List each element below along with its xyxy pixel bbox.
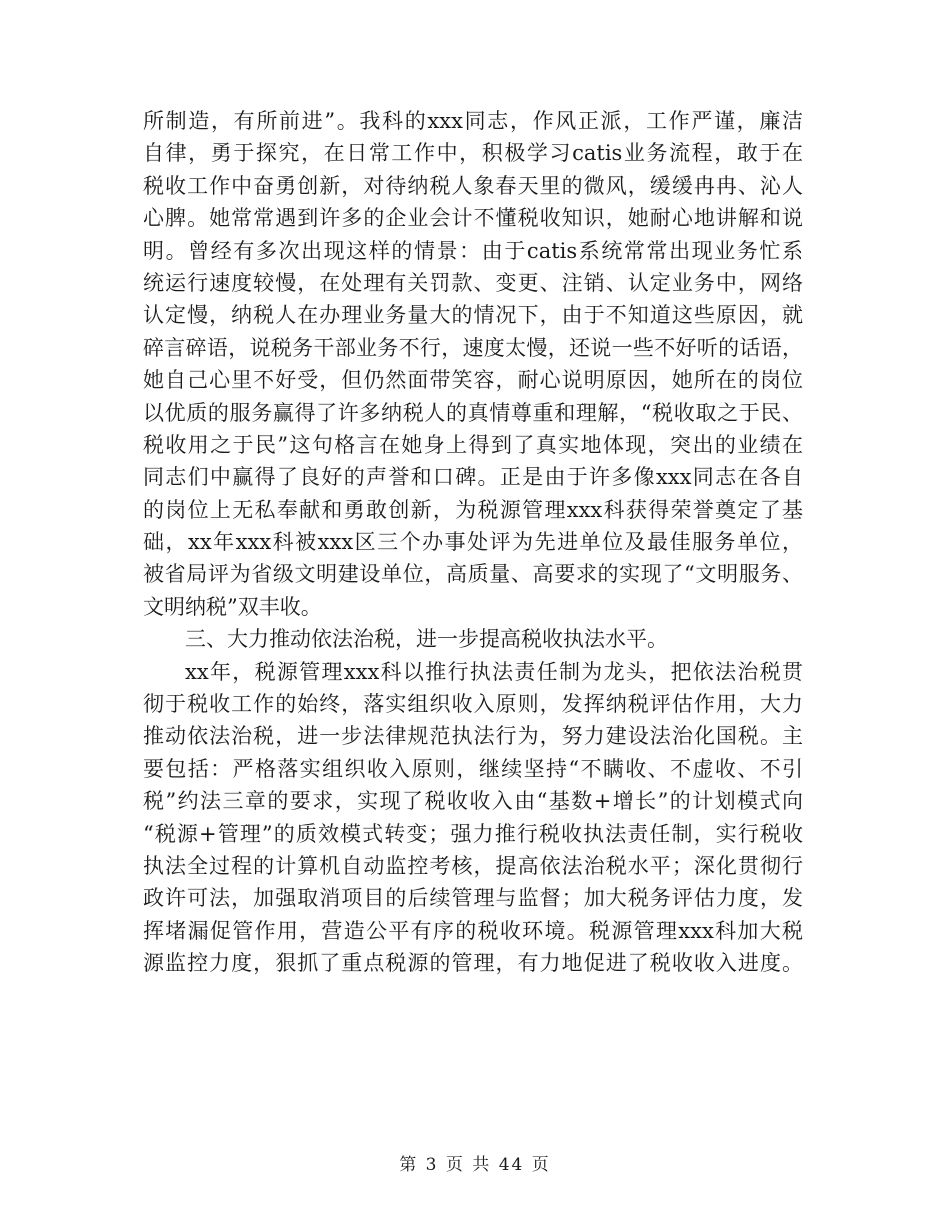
text-line: 认定慢，纳税人在办理业务量大的情况下，由于不知道这些原因，就	[143, 303, 803, 328]
text-line: 础，xx年xxx科被xxx区三个办事处评为先进单位及最佳服务单位，	[143, 530, 803, 555]
text-line: 执法全过程的计算机自动监控考核，提高依法治税水平；深化贯彻行	[143, 853, 803, 878]
text-line: 挥堵漏促管作用，营造公平有序的税收环境。税源管理xxx科加大税	[143, 918, 803, 943]
text-line: 推动依法治税，进一步法律规范执法行为，努力建设法治化国税。主	[143, 724, 803, 749]
text-line: 统运行速度较慢，在处理有关罚款、变更、注销、认定业务中，网络	[143, 270, 803, 295]
text-line: 三、大力推动依法治税，进一步提高税收执法水平。	[185, 627, 668, 652]
text-line: 明。曾经有多次出现这样的情景：由于catis系统常常出现业务忙系	[143, 238, 803, 263]
text-line: 以优质的服务赢得了许多纳税人的真情尊重和理解，“税收取之于民、	[143, 400, 803, 425]
text-line: 被省局评为省级文明建设单位，高质量、高要求的实现了“文明服务、	[143, 562, 803, 587]
text-line: 同志们中赢得了良好的声誉和口碑。正是由于许多像xxx同志在各自	[143, 465, 803, 490]
text-line: 心脾。她常常遇到许多的企业会计不懂税收知识，她耐心地讲解和说	[143, 206, 803, 231]
text-line: xx年，税源管理xxx科以推行执法责任制为龙头，把依法治税贯	[185, 659, 803, 684]
text-line: 所制造，有所前进”。我科的xxx同志，作风正派，工作严谨，廉洁	[143, 109, 803, 133]
text-line: 彻于税收工作的始终，落实组织收入原则，发挥纳税评估作用，大力	[143, 692, 803, 717]
page-footer: 第 3 页 共 44 页	[399, 1155, 551, 1175]
text-line: 要包括：严格落实组织收入原则，继续坚持“不瞒收、不虚收、不引	[143, 756, 803, 781]
text-line: 自律，勇于探究，在日常工作中，积极学习catis业务流程，敢于在	[143, 141, 803, 166]
text-line: 税”约法三章的要求，实现了税收收入由“基数+增长”的计划模式向	[143, 789, 803, 814]
text-line: 源监控力度，狠抓了重点税源的管理，有力地促进了税收收入进度。	[143, 951, 803, 976]
document-body	[143, 105, 803, 980]
text-line: 政许可法，加强取消项目的后续管理与监督；加大税务评估力度，发	[143, 886, 803, 911]
text-line: 她自己心里不好受，但仍然面带笑容，耐心说明原因，她所在的岗位	[143, 368, 803, 393]
text-line: “税源+管理”的质效模式转变；强力推行税收执法责任制，实行税收	[143, 821, 803, 846]
text-line: 税收工作中奋勇创新，对待纳税人象春天里的微风，缓缓冉冉、沁人	[143, 173, 803, 198]
text-line: 碎言碎语，说税务干部业务不行，速度太慢，还说一些不好听的话语，	[143, 335, 803, 360]
text-line: 的岗位上无私奉献和勇敢创新，为税源管理xxx科获得荣誉奠定了基	[143, 497, 803, 522]
text-line: 税收用之于民”这句格言在她身上得到了真实地体现，突出的业绩在	[143, 432, 803, 457]
text-line: 文明纳税”双丰收。	[143, 594, 322, 619]
